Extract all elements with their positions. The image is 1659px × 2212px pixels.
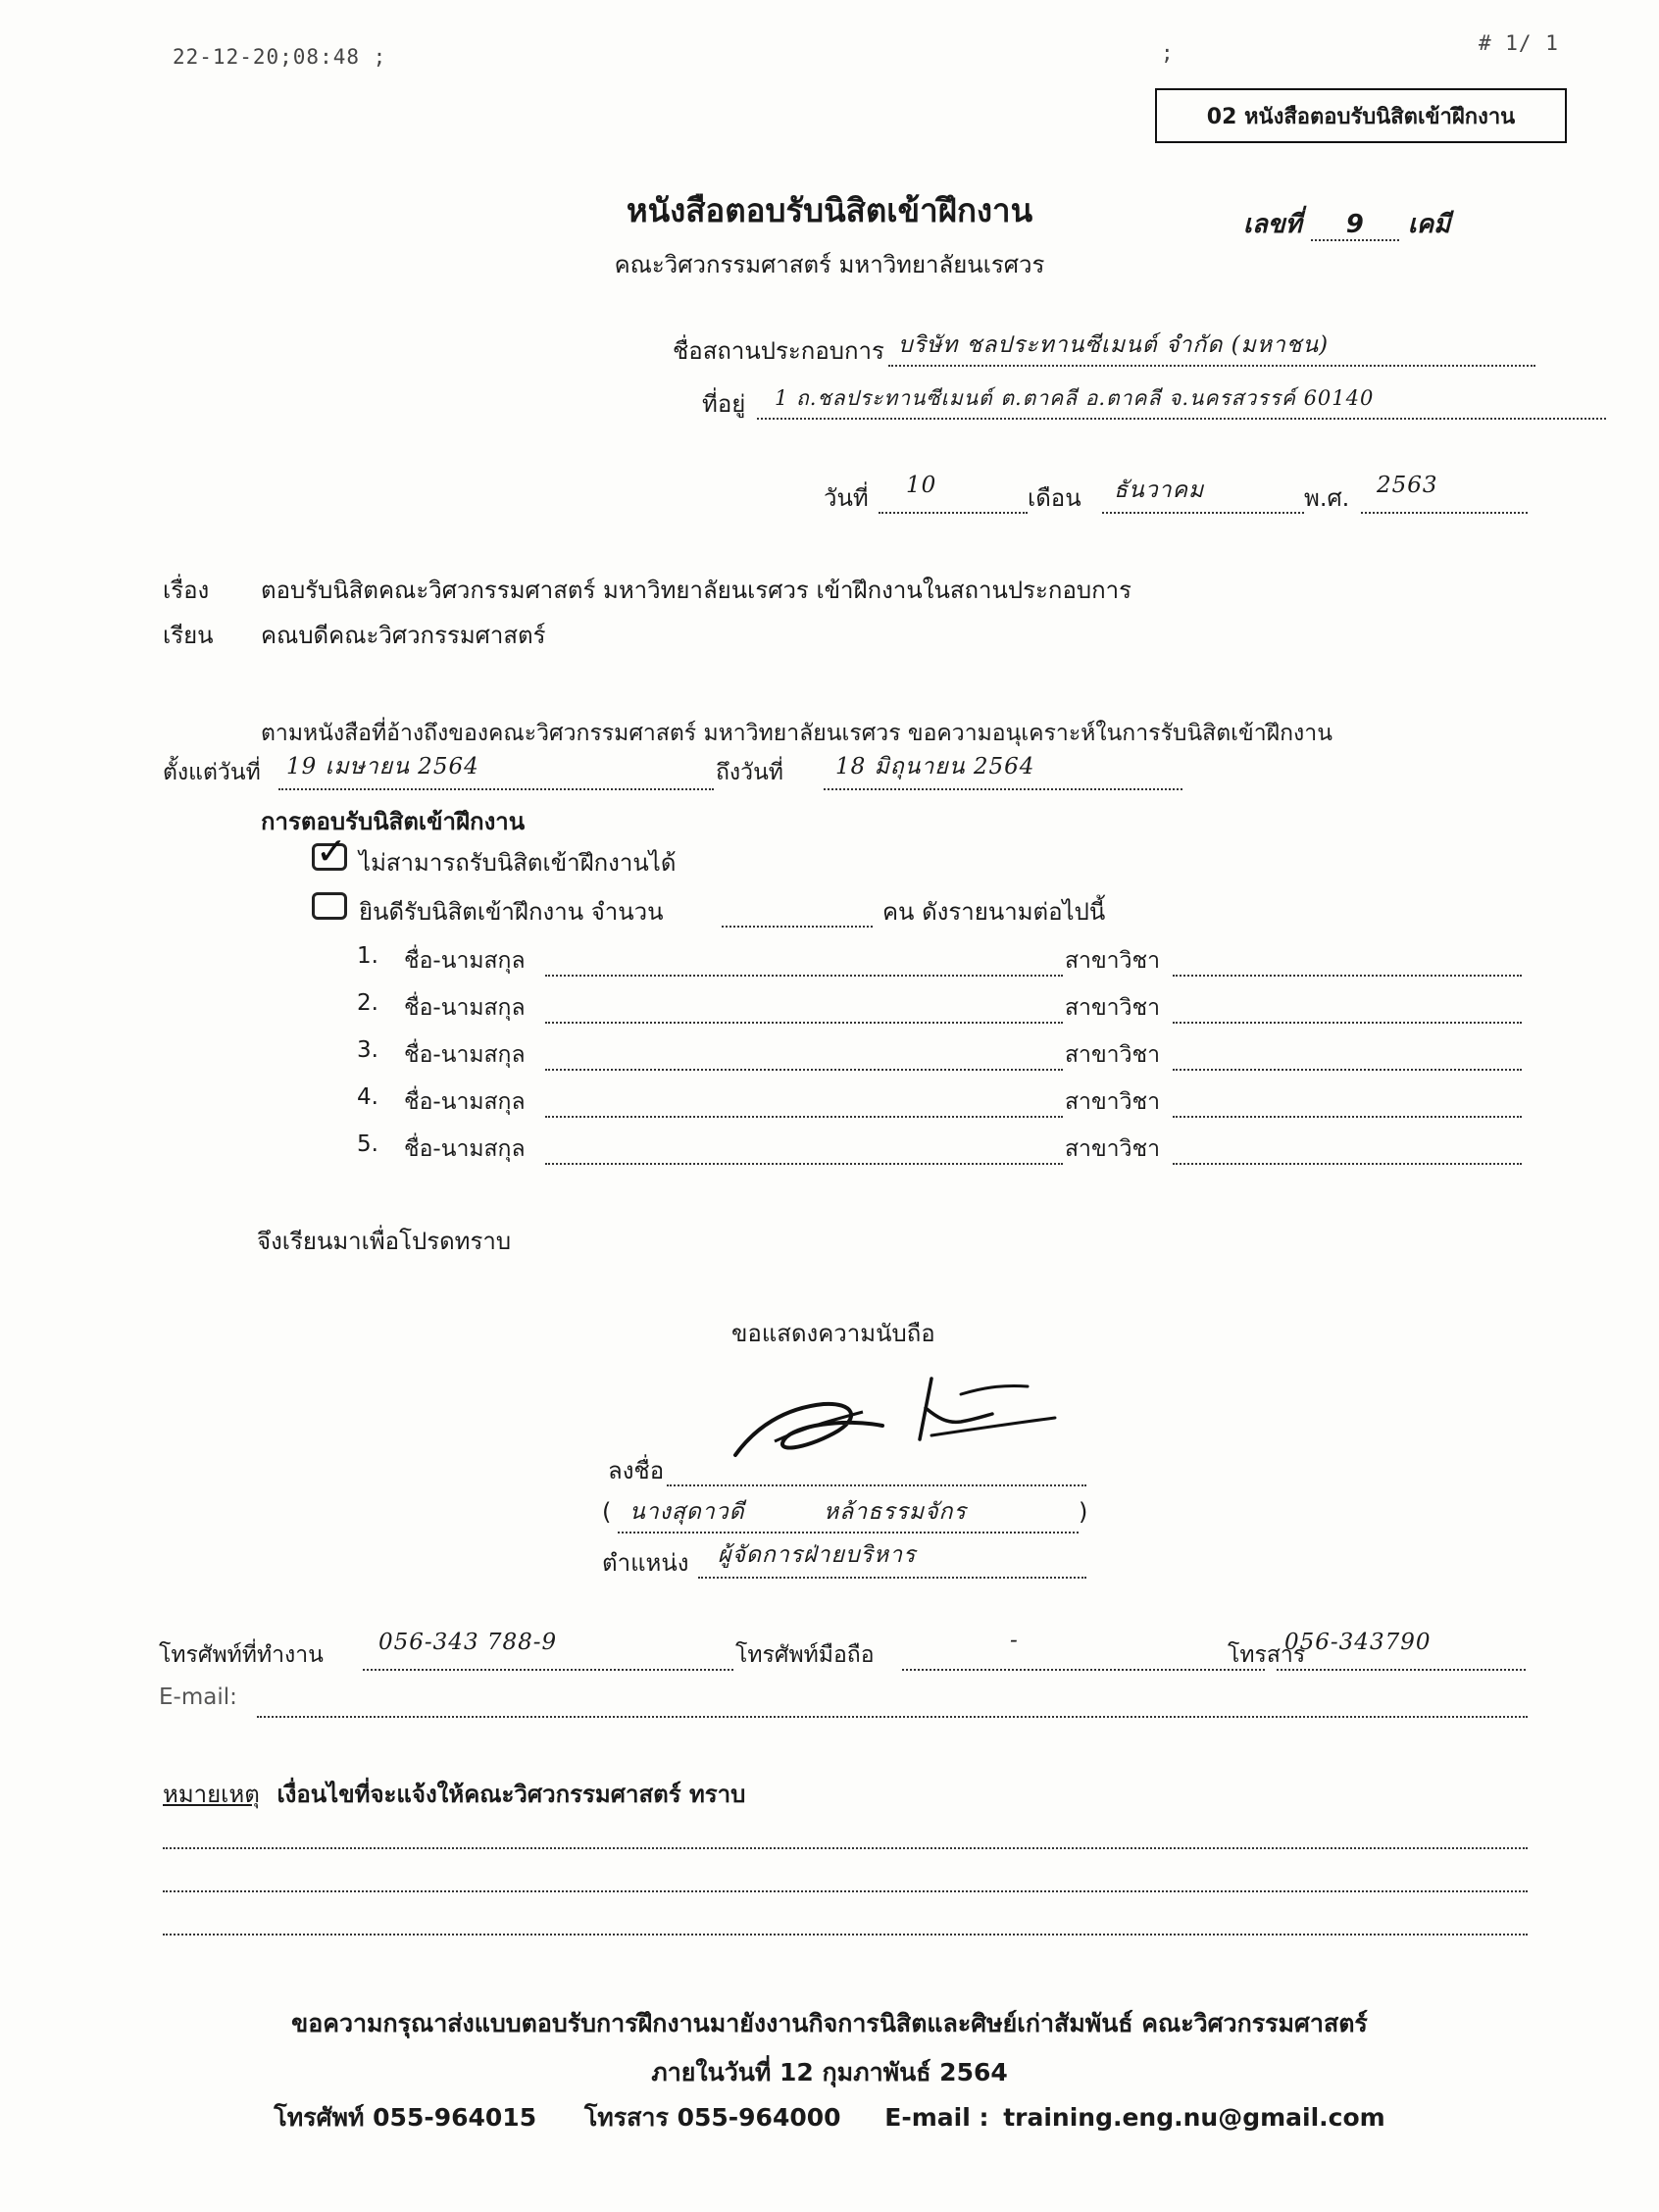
close-paren: ) (1079, 1498, 1088, 1526)
period-to-value: 18 มิถุนายน 2564 (835, 754, 1035, 779)
student-number: 2. (357, 990, 378, 1016)
remark-line-1 (163, 1814, 1528, 1849)
student-name-line (545, 1082, 1063, 1118)
footer-line-2: ภายในวันที่ 12 กุมภาพันธ์ 2564 (651, 2058, 1008, 2086)
remark-label: หมายเหตุ (163, 1781, 260, 1808)
office-phone-label: โทรศัพท์ที่ทำงาน (159, 1642, 324, 1668)
accept-checkbox[interactable] (312, 892, 347, 920)
accept-option-unit: คน ดังรายนามต่อไปนี้ (882, 898, 1106, 926)
regards-text: ขอแสดงความนับถือ (731, 1320, 935, 1347)
establishment-name-label: ชื่อสถานประกอบการ (673, 337, 884, 365)
document-number (1243, 204, 1450, 244)
footer-phone: โทรศัพท์ 055-964015 (274, 2103, 537, 2132)
student-name-label: ชื่อ-นามสกุล (404, 995, 526, 1021)
student-name-line (545, 988, 1063, 1024)
establishment-name-value: บริษัท ชลประทานซีเมนต์ จำกัด (มหาชน) (898, 332, 1330, 358)
fax-page-number: # 1/ 1 (1479, 31, 1559, 55)
remark-text: เงื่อนไขที่จะแจ้งให้คณะวิศวกรรมศาสตร์ ทราบ (276, 1781, 746, 1808)
document-code-box: 02 หนังสือตอบรับนิสิตเข้าฝึกงาน (1155, 88, 1567, 143)
student-name-line (545, 941, 1063, 977)
email-line (257, 1683, 1528, 1718)
subject-text: ตอบรับนิสิตคณะวิศวกรรมศาสตร์ มหาวิทยาลัยนเรศวร เข้าฝึกงานในสถานประกอบการ (261, 577, 1132, 604)
date-day-value: 10 (906, 473, 937, 498)
footer-line-1: ขอความกรุณาส่งแบบตอบรับการฝึกงานมายังงานกิจการนิสิตและศิษย์เก่าสัมพันธ์ คณะวิศวกรรมศาสตร์ (291, 2009, 1368, 2037)
student-number: 4. (357, 1084, 378, 1110)
period-from-value: 19 เมษายน 2564 (286, 754, 479, 779)
student-major-label: สาขาวิชา (1065, 1136, 1161, 1162)
remark (163, 1775, 745, 1813)
student-number: 3. (357, 1037, 378, 1063)
student-number: 5. (357, 1131, 378, 1157)
student-name-label: ชื่อ-นามสกุล (404, 948, 526, 974)
acceptance-heading: การตอบรับนิสิตเข้าฝึกงาน (261, 808, 526, 835)
address-value: 1 ถ.ชลประทานซีเมนต์ ต.ตาคลี อ.ตาคลี จ.นครสวรรค์ 60140 (775, 386, 1375, 410)
signer-last-name: หล้าธรรมจักร (824, 1499, 967, 1525)
student-name-line (545, 1035, 1063, 1071)
number-suffix: เคมี (1407, 210, 1451, 239)
sign-label: ลงชื่อ (608, 1457, 665, 1484)
student-major-line (1173, 1035, 1522, 1071)
position-label: ตำแหน่ง (602, 1549, 689, 1577)
student-name-line (545, 1130, 1063, 1165)
mobile-value: - (1010, 1628, 1019, 1653)
sign-line (667, 1451, 1086, 1486)
fax-value: 056-343790 (1284, 1630, 1432, 1655)
footer-contact (0, 2098, 1659, 2137)
remark-line-2 (163, 1857, 1528, 1892)
fax-label: โทรสาร (1228, 1642, 1306, 1668)
student-major-label: สาขาวิชา (1065, 948, 1161, 974)
footer-email-label: E-mail : (884, 2103, 989, 2132)
body-paragraph: ตามหนังสือที่อ้างถึงของคณะวิศวกรรมศาสตร์ มหาวิทยาลัยนเรศวร ขอความอนุเคราะห์ในการรับนิสิตเข้าฝึกงาน (261, 721, 1332, 746)
reject-option-label: ไม่สามารถรับนิสิตเข้าฝึกงานได้ (359, 849, 677, 877)
number-prefix: เลขที่ (1243, 210, 1302, 239)
student-name-label: ชื่อ-นามสกุล (404, 1136, 526, 1162)
fax-separator: ; (1161, 41, 1175, 65)
student-major-label: สาขาวิชา (1065, 1042, 1161, 1068)
period-from-label: ตั้งแต่วันที่ (163, 760, 261, 785)
address-label: ที่อยู่ (702, 390, 746, 418)
date-year-value: 2563 (1377, 473, 1438, 498)
signer-first-name: นางสุดาวดี (629, 1499, 745, 1525)
student-major-label: สาขาวิชา (1065, 1089, 1161, 1115)
document-title: หนังสือตอบรับนิสิตเข้าฝึกงาน (626, 191, 1033, 229)
student-major-line (1173, 1130, 1522, 1165)
student-name-label: ชื่อ-นามสกุล (404, 1042, 526, 1068)
date-day-line (879, 478, 1028, 514)
open-paren: ( (602, 1498, 612, 1526)
student-major-line (1173, 941, 1522, 977)
closing-text: จึงเรียนมาเพื่อโปรดทราบ (257, 1228, 512, 1255)
number-value: 9 (1311, 210, 1399, 241)
subject-label: เรื่อง (163, 577, 210, 604)
mobile-label: โทรศัพท์มือถือ (735, 1642, 875, 1668)
student-number: 1. (357, 943, 378, 969)
accept-option-label: ยินดีรับนิสิตเข้าฝึกงาน จำนวน (359, 898, 664, 926)
student-major-line (1173, 1082, 1522, 1118)
office-phone-value: 056-343 788-9 (378, 1630, 558, 1655)
footer-email[interactable]: training.eng.nu@gmail.com (1003, 2103, 1385, 2132)
fax-datetime: 22-12-20;08:48 ; (173, 45, 387, 69)
date-day-label: วันที่ (824, 484, 869, 512)
to-label: เรียน (163, 622, 214, 649)
date-month-label: เดือน (1028, 484, 1081, 512)
email-label: E-mail: (159, 1684, 237, 1710)
student-major-line (1173, 988, 1522, 1024)
student-major-label: สาขาวิชา (1065, 995, 1161, 1021)
position-value: ผู้จัดการฝ่ายบริหาร (718, 1542, 917, 1568)
remark-line-3 (163, 1900, 1528, 1936)
footer-fax: โทรสาร 055-964000 (583, 2103, 841, 2132)
faculty-subtitle: คณะวิศวกรรมศาสตร์ มหาวิทยาลัยนเรศวร (614, 251, 1045, 278)
accept-count-line (722, 892, 873, 928)
mobile-line (902, 1635, 1265, 1671)
date-year-label: พ.ศ. (1304, 484, 1350, 512)
period-to-label: ถึงวันที่ (716, 760, 783, 785)
to-text: คณบดีคณะวิศวกรรมศาสตร์ (261, 622, 546, 649)
student-name-label: ชื่อ-นามสกุล (404, 1089, 526, 1115)
date-month-value: ธันวาคม (1114, 478, 1205, 503)
check-mark-icon: ✓ (316, 830, 347, 873)
